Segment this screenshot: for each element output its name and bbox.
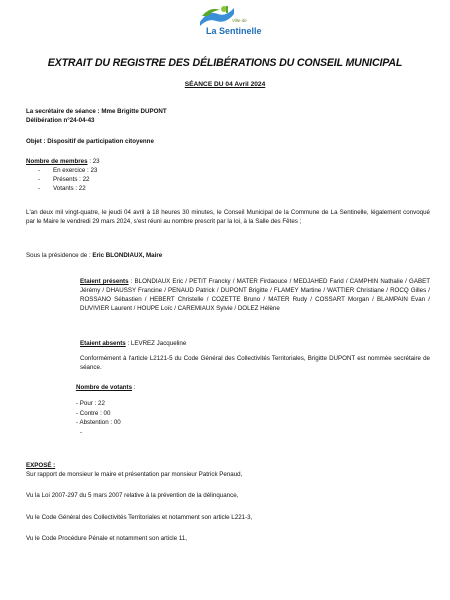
absents-label: Etaient absents: [80, 340, 126, 347]
presents-paragraph: [26, 278, 430, 314]
deliberation-number: Délibération n°24-04-43: [26, 117, 95, 124]
document-title: EXTRAIT DU REGISTRE DES DÉLIBÉRATIONS DU CONSEIL MUNICIPAL: [47, 57, 403, 69]
membres-item: - Votants : 22: [38, 184, 86, 192]
intro-paragraph: L'an deux mil vingt-quatre, le jeudi 04 avril à 18 heures 30 minutes, le Conseil Municipal de la Commune de La Sentinelle, légalement convoqué par le Maire le vendredi 29 mars 2024, s'est réuni au nombre prescrit par la loi, à la Salle des Fêtes ;: [26, 209, 430, 225]
conformement-paragraph: Conformément à l'article L2121-5 du Code Général des Collectivités Territoriales, Brigitte DUPONT est nommée secrétaire de séance.: [80, 355, 430, 371]
expose-line: Vu la Loi 2007-297 du 5 mars 2007 relative à la prévention de la délinquance,: [26, 492, 239, 499]
presidence-line: [26, 252, 430, 261]
presents-label: Etaient présents: [80, 278, 129, 285]
expose-line: Vu le Code Procédure Pénale et notamment son article 11,: [26, 535, 187, 542]
membres-value: : 23: [87, 158, 100, 165]
membres-item: - En exercice : 23: [38, 166, 98, 174]
presidence-prefix: Sous la présidence de :: [26, 252, 93, 259]
expose-line: Sur rapport de monsieur le maire et présentation par monsieur Patrick Penaud,: [26, 471, 243, 478]
votants-item: - Contre : 00: [76, 409, 111, 417]
seance-date: SÉANCE DU 04 Avril 2024: [184, 81, 266, 88]
votants-label: Nombre de votants: [76, 384, 133, 391]
membres-item: - Présents : 22: [38, 175, 90, 183]
secretaire-line: La secrétaire de séance : Mme Brigitte DUPONT: [26, 108, 167, 115]
objet-line: Objet : Dispositif de participation citoyenne: [26, 138, 154, 145]
votants-header: Nombre de votants :: [76, 384, 136, 391]
absents-line: [26, 340, 430, 349]
votants-item: - Abstention : 00: [76, 419, 121, 427]
logo-small-text: Ville de: [232, 18, 247, 23]
membres-label: Nombre de membres: [26, 158, 88, 165]
presents-list: : BLONDIAUX Eric / PETIT Francky / MATER Firdaouce / MEDJAHED Farid / CAMPHIN Nathalie / GABET Jérémy / DHAUSSY Francine / PENAUD Patrick / DUPONT Brigitte / FLAMEY Martine / WATTIER Christiane / ROCQ Gilles / ROSSANO Sébastien / HEBERT Christelle / COZETTE Bruno / MATER Rudy / COSSART Morgan / BLAMPAIN Evan / DUVIVIER Laurent / HOUPE Loïc / CAREMIAUX Sylvie / DOLEZ Hélène: [80, 278, 430, 312]
logo-name: La Sentinelle: [206, 26, 262, 36]
president-name: Eric BLONDIAUX, Maire: [92, 252, 163, 259]
votants-item: - Pour : 22: [76, 399, 105, 407]
votants-item: -: [80, 428, 83, 436]
expose-heading: EXPOSÉ :: [26, 462, 56, 469]
votants-list: [76, 399, 430, 437]
absents-list: : LEVREZ Jacqueline: [125, 340, 187, 347]
votants-block: [26, 384, 430, 437]
city-logo: [192, 4, 262, 40]
membres-header: [26, 158, 430, 167]
membres-block: [26, 158, 430, 194]
expose-line: Vu le Code Général des Collectivités Territoriales et notamment son article L221-3,: [26, 514, 253, 521]
